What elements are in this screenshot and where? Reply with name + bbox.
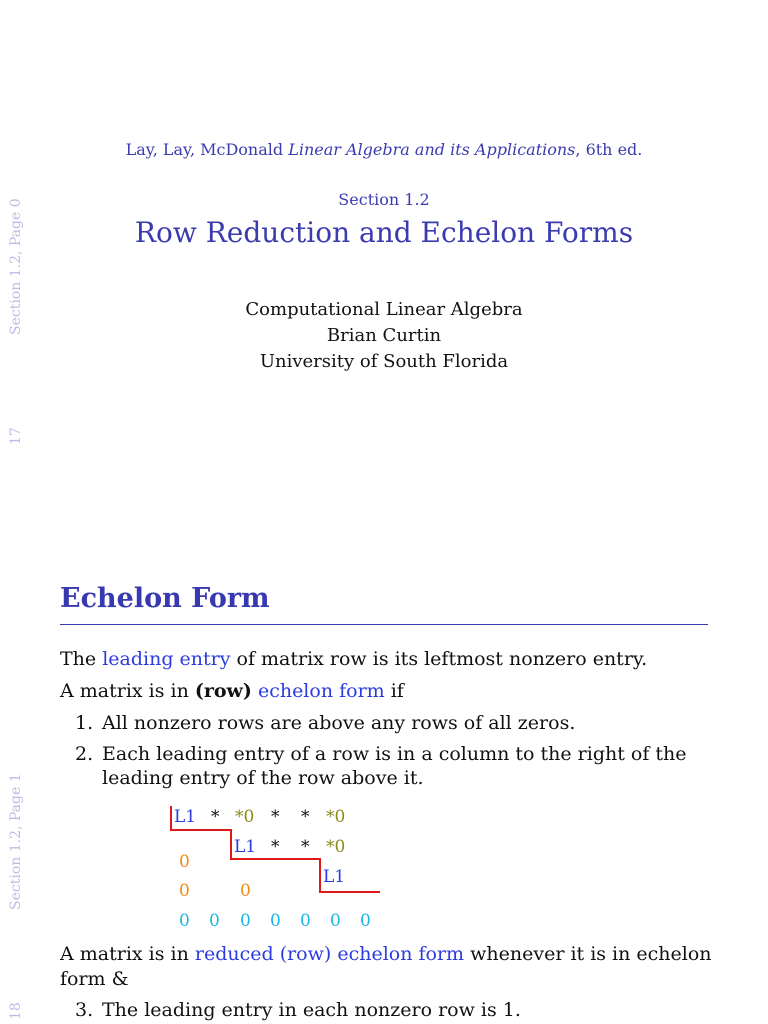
- def1-post: of matrix row is its leftmost nonzero entry.: [230, 648, 648, 670]
- staircase-line: [319, 858, 321, 892]
- matrix-cell: L1: [323, 867, 346, 887]
- citation-edition: , 6th ed.: [575, 140, 643, 159]
- institution-name: University of South Florida: [259, 351, 509, 372]
- def2-pre: A matrix is in: [60, 680, 195, 702]
- list-item-3: [75, 999, 521, 1021]
- matrix-cell: *: [271, 807, 280, 827]
- staircase-line: [170, 829, 232, 831]
- def2-bold: (row): [194, 680, 252, 702]
- matrix-cell: 0: [179, 852, 190, 872]
- staircase-line: [230, 829, 232, 859]
- sidebar-page0-count: 17: [8, 427, 24, 445]
- matrix-cell: 0: [270, 911, 281, 931]
- citation-book: Linear Algebra and its Applications: [288, 140, 576, 159]
- matrix-cell: L1: [174, 807, 197, 827]
- definition-leading-entry: [60, 648, 647, 670]
- matrix-cell: *0: [235, 807, 255, 827]
- matrix-cell: 0: [209, 911, 220, 931]
- heading-rule: [60, 624, 708, 625]
- item3-text: The leading entry in each nonzero row is 1.: [102, 999, 521, 1021]
- def3-line2: form &: [60, 968, 129, 990]
- matrix-cell: 0: [330, 911, 341, 931]
- matrix-cell: 0: [240, 881, 251, 901]
- def3-pre: A matrix is in: [60, 943, 195, 965]
- matrix-cell: *: [301, 807, 310, 827]
- section-number: Section 1.2: [338, 190, 430, 209]
- definition-echelon-form: [60, 680, 404, 702]
- sidebar-page1-label: Section 1.2, Page 1: [8, 773, 24, 910]
- item2-number: 2.: [75, 743, 94, 765]
- def1-pre: The: [60, 648, 103, 670]
- citation-authors: Lay, Lay, McDonald: [125, 140, 289, 159]
- matrix-cell: *: [271, 837, 280, 857]
- item2-line2: leading entry of the row above it.: [102, 767, 424, 789]
- matrix-cell: *0: [326, 807, 346, 827]
- list-item-2: [75, 743, 687, 789]
- item3-number: 3.: [75, 999, 94, 1021]
- item1-number: 1.: [75, 712, 94, 734]
- staircase-line: [230, 858, 320, 860]
- author-name: Brian Curtin: [326, 325, 442, 346]
- item2-line1: Each leading entry of a row is in a column to the right of the: [102, 743, 687, 765]
- list-item-1: [75, 712, 575, 734]
- citation: [0, 140, 768, 159]
- def2-term: echelon form: [251, 680, 385, 702]
- course-name: Computational Linear Algebra: [245, 299, 523, 320]
- def3-post: whenever it is in echelon: [464, 943, 712, 965]
- matrix-cell: 0: [179, 881, 190, 901]
- staircase-line: [170, 806, 172, 830]
- item1-text: All nonzero rows are above any rows of all zeros.: [102, 712, 576, 734]
- matrix-cell: 0: [360, 911, 371, 931]
- sidebar-page1-count: 18: [8, 1002, 24, 1020]
- matrix-cell: 0: [240, 911, 251, 931]
- slide-heading: Echelon Form: [60, 583, 270, 614]
- matrix-cell: *: [301, 837, 310, 857]
- def2-post: if: [384, 680, 404, 702]
- def1-term: leading entry: [102, 648, 231, 670]
- sidebar-page0-label: Section 1.2, Page 0: [8, 198, 24, 335]
- staircase-line: [319, 891, 380, 893]
- matrix-cell: *: [211, 807, 220, 827]
- matrix-cell: 0: [300, 911, 311, 931]
- def3-term: reduced (row) echelon form: [194, 943, 465, 965]
- matrix-cell: L1: [234, 837, 257, 857]
- matrix-cell: 0: [179, 911, 190, 931]
- section-title: Row Reduction and Echelon Forms: [134, 216, 634, 249]
- author-block: [0, 297, 768, 375]
- definition-reduced-echelon-form: [60, 943, 712, 965]
- matrix-cell: *0: [326, 837, 346, 857]
